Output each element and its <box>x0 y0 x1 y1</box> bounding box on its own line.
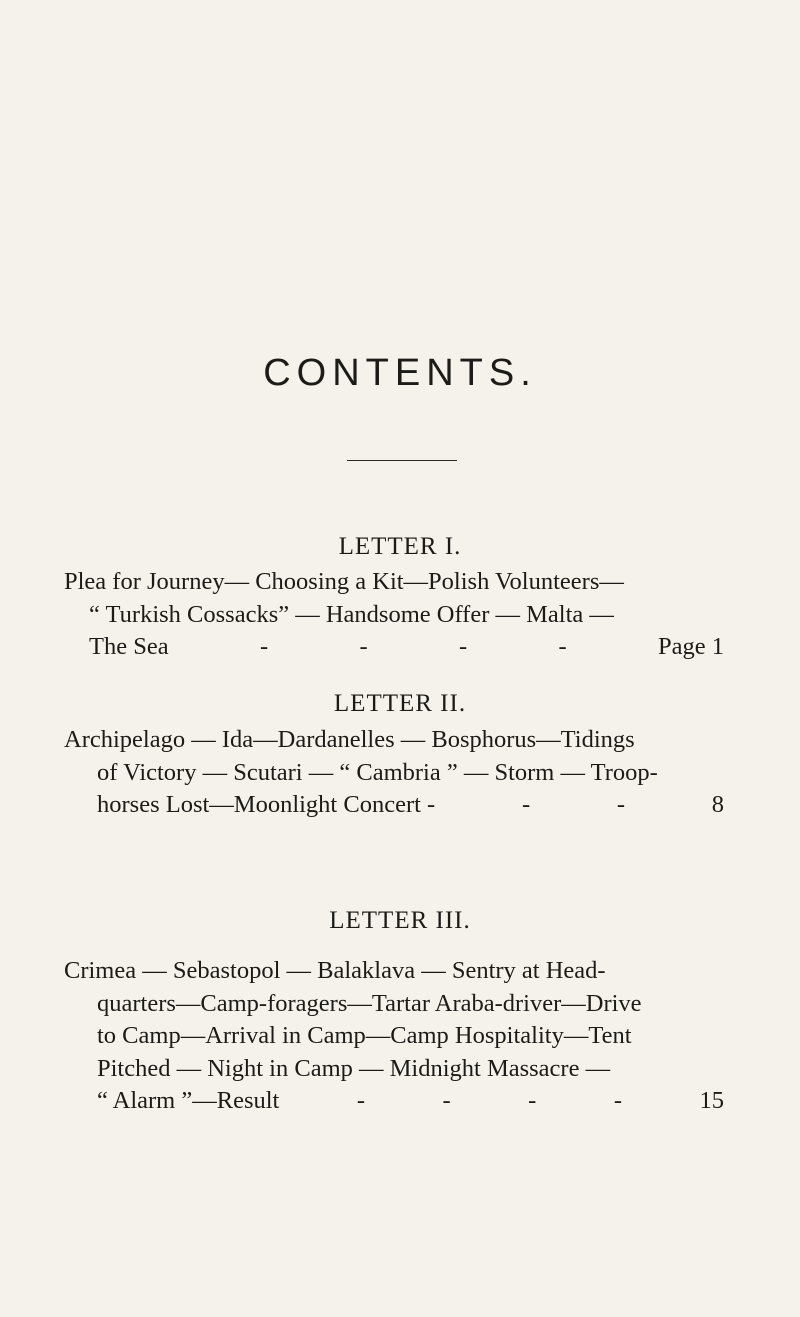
letter-2-last-text: horses Lost—Moonlight Concert - <box>97 791 436 818</box>
page-title: CONTENTS. <box>263 352 537 394</box>
letter-3-line-2: quarters—Camp-foragers—Tartar Araba-driver—Drive <box>97 989 642 1017</box>
page-number: 15 <box>699 1087 724 1114</box>
page-number: 1 <box>711 633 724 660</box>
leader-dot: - <box>458 633 468 660</box>
letter-2-last-line <box>64 789 724 822</box>
letter-3-line-3: to Camp—Arrival in Camp—Camp Hospitality—Tent <box>97 1022 632 1049</box>
letter-1-line-2: “ Turkish Cossacks” — Handsome Offer — Malta — <box>89 600 614 628</box>
letter-3-heading: LETTER III. <box>329 907 471 934</box>
page-reference <box>658 631 724 664</box>
letter-2-entry <box>64 724 724 822</box>
leader-dot: - <box>359 633 368 660</box>
letter-2-line-2: of Victory — Scutari — “ Cambria ” — Storm — Troop- <box>97 758 658 786</box>
page-number: 8 <box>711 791 724 818</box>
leader-dot: - <box>259 633 269 660</box>
leader-dot: - <box>356 1087 366 1114</box>
letter-3-line-1: Crimea — Sebastopol — Balaklava — Sentry at Head- <box>64 957 606 984</box>
letter-3-last-text: “ Alarm ”—Result <box>97 1087 280 1114</box>
page-label: Page <box>658 633 706 660</box>
letter-1-heading: LETTER I. <box>338 533 462 560</box>
letter-3-entry <box>64 955 724 1118</box>
leader-dot: - <box>528 1087 537 1114</box>
letter-3-last-line <box>64 1085 724 1118</box>
letter-1-line-1: Plea for Journey— Choosing a Kit—Polish Volunteers— <box>64 568 624 595</box>
letter-3-line-4: Pitched — Night in Camp — Midnight Massacre — <box>97 1054 611 1082</box>
letter-2-line-1: Archipelago — Ida—Dardanelles — Bosphorus—Tidings <box>64 726 635 753</box>
leader-dot: - <box>521 791 531 818</box>
leader-dot: - <box>442 1087 451 1114</box>
letter-1-entry <box>64 566 724 664</box>
title-rule <box>347 460 457 461</box>
leader-dot: - <box>558 633 567 660</box>
leader-dot: - <box>616 791 626 818</box>
leader-dot: - <box>613 1087 622 1114</box>
letter-2-heading: LETTER II. <box>333 690 467 717</box>
letter-1-last-line <box>64 631 724 664</box>
letter-1-last-text: The Sea <box>89 633 169 660</box>
